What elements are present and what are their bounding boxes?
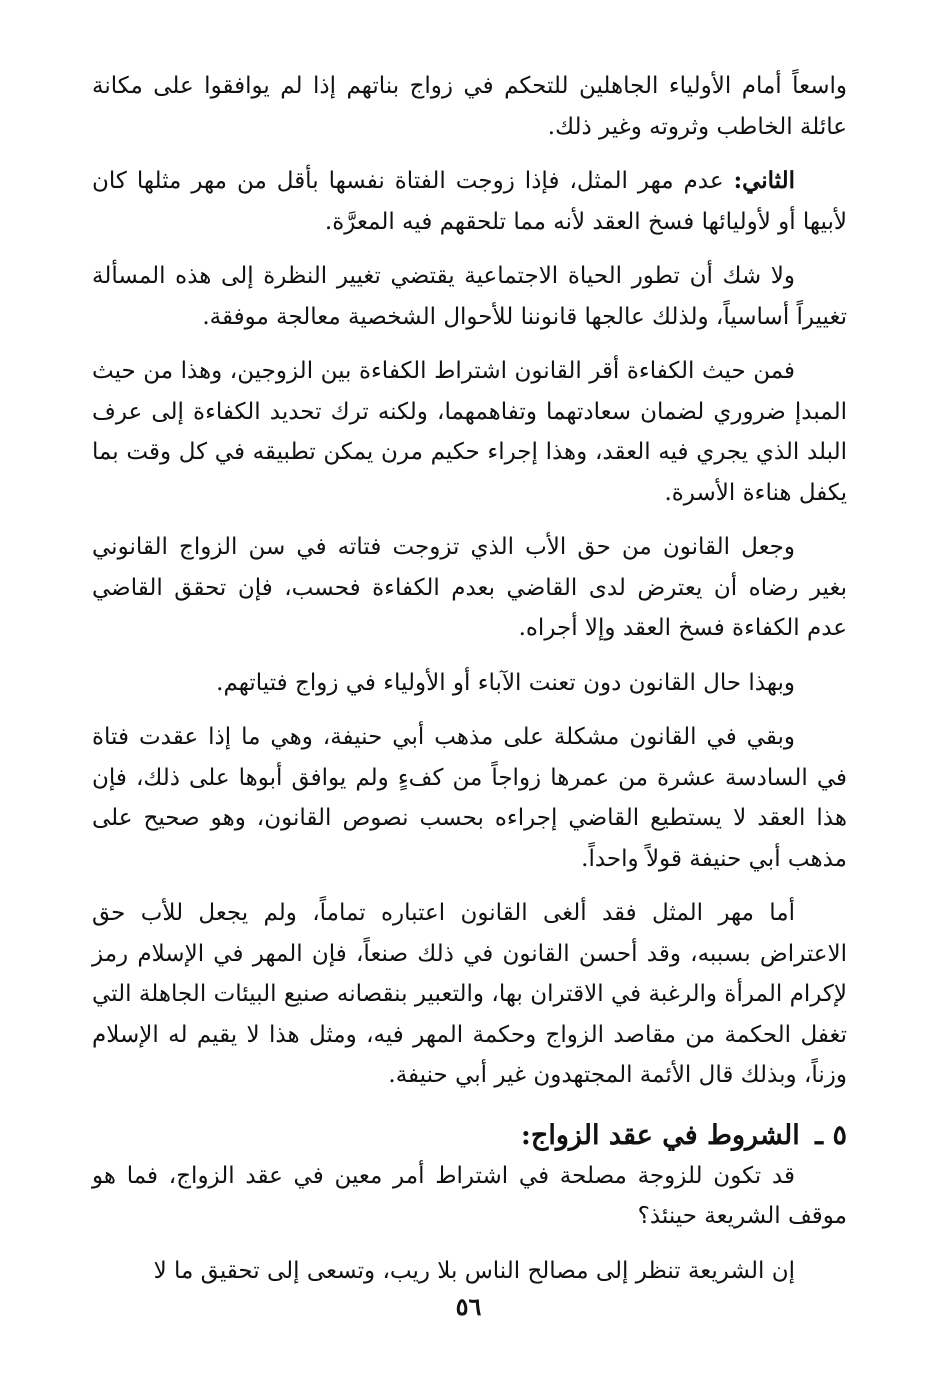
paragraph-sharia-interests: [92, 1251, 847, 1292]
paragraph-text: فمن حيث الكفاءة أقر القانون اشتراط الكفاءة بين الزوجين، وهذا من حيث المبدإ ضروري لضمان سعادتهما وتفاهمهما، ولكنه ترك تحديد الكفاءة إلى عرف البلد الذي يجري فيه العقد، وهذا إجراء حكيم مرن يمكن تطبيقه في كل وقت بما يكفل هناءة الأسرة.: [92, 358, 847, 506]
section-number: ٥ ـ: [815, 1119, 847, 1151]
paragraph-wife-interest: [92, 1156, 847, 1237]
paragraph-lead: الثاني:: [733, 167, 795, 194]
paragraph-abu-hanifa-problem: [92, 717, 847, 879]
paragraph-text: أما مهر المثل فقد ألغى القانون اعتباره تماماً، ولم يجعل للأب حق الاعتراض بسببه، وقد أحسن القانون في ذلك صنعاً، فإن المهر في الإسلام رمز لإكرام المرأة والرغبة في الاقتران بها، والتعبير بنقصانه صنيع البيئات الجاهلة التي تغفل الحكمة من مقاصد الزواج وحكمة المهر فيه، ومثل هذا لا يقيم له الإسلام وزناً، وبذلك قال الأئمة المجتهدون غير أبي حنيفة.: [92, 900, 847, 1088]
section-heading: [92, 1116, 847, 1156]
section-title: الشروط في عقد الزواج:: [520, 1119, 800, 1151]
paragraph-text: وبقي في القانون مشكلة على مذهب أبي حنيفة، وهي ما إذا عقدت فتاة في السادسة عشرة من عمرها زواجاً من كفءٍ ولم يوافق أبوها على ذلك، فإن هذا العقد لا يستطيع القاضي إجراءه بحسب نصوص القانون، وهو صحيح على مذهب أبي حنيفة قولاً واحداً.: [92, 724, 847, 872]
paragraph-social-development: [92, 256, 847, 337]
paragraph-text: قد تكون للزوجة مصلحة في اشتراط أمر معين في عقد الزواج، فما هو موقف الشريعة حينئذ؟: [92, 1162, 847, 1229]
paragraph-continuation: [92, 66, 847, 147]
paragraph-prevention: [92, 663, 847, 704]
paragraph-kafaa: [92, 351, 847, 513]
page-number: ٥٦: [455, 1292, 482, 1321]
paragraph-text: واسعاً أمام الأولياء الجاهلين للتحكم في زواج بناتهم إذا لم يوافقوا على مكانة عائلة الخاطب وثروته وغير ذلك.: [92, 73, 847, 140]
paragraph-text: عدم مهر المثل، فإذا زوجت الفتاة نفسها بأقل من مهر مثلها كان لأبيها أو لأوليائها فسخ العقد لأنه مما تلحقهم فيه المعرَّة.: [92, 168, 847, 235]
paragraph-text: وجعل القانون من حق الأب الذي تزوجت فتاته في سن الزواج القانوني بغير رضاه أن يعترض لدى القاضي بعدم الكفاءة فحسب، فإن تحقق القاضي عدم الكفاءة فسخ العقد وإلا أجراه.: [92, 534, 847, 641]
paragraph-text: ولا شك أن تطور الحياة الاجتماعية يقتضي تغيير النظرة إلى هذه المسألة تغييراً أساسياً، ولذلك عالجها قانوننا للأحوال الشخصية معالجة موفقة.: [92, 263, 847, 330]
paragraph-text: وبهذا حال القانون دون تعنت الآباء أو الأولياء في زواج فتياتهم.: [216, 669, 795, 696]
paragraph-second-condition: [92, 161, 847, 242]
paragraph-text: إن الشريعة تنظر إلى مصالح الناس بلا ريب، وتسعى إلى تحقيق ما لا: [153, 1257, 795, 1284]
paragraph-father-objection: [92, 527, 847, 649]
paragraph-mahr-al-mithl: [92, 893, 847, 1096]
